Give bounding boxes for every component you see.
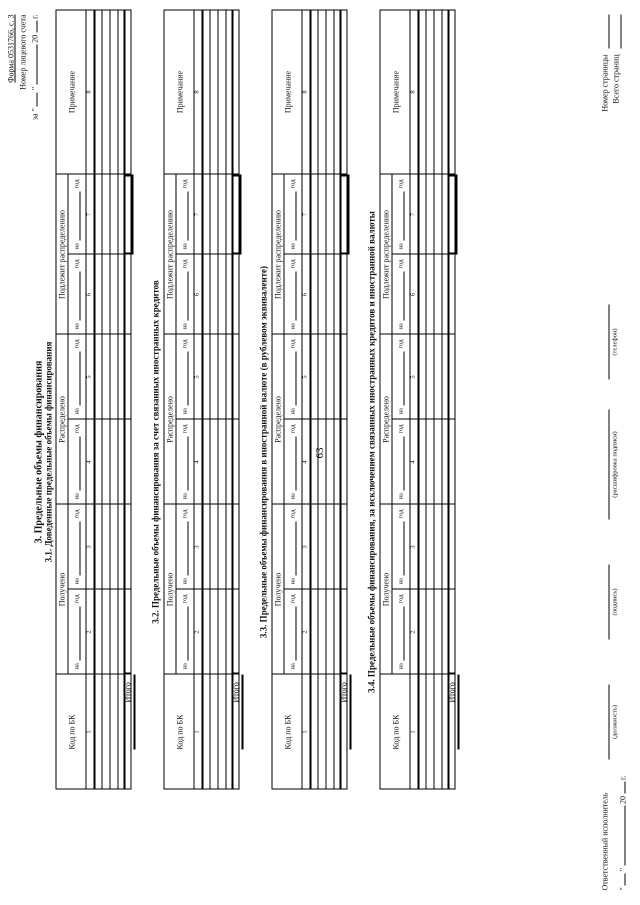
period-year-field[interactable]	[398, 521, 405, 575]
data-cell[interactable]	[211, 336, 218, 419]
executive-label: Ответственный исполнитель	[600, 792, 610, 891]
data-cell[interactable]	[103, 256, 110, 334]
data-cell[interactable]	[219, 11, 226, 174]
data-cell[interactable]	[203, 591, 210, 674]
column-number: 2	[301, 630, 309, 634]
data-cell[interactable]	[319, 336, 326, 419]
page-number: 63	[314, 447, 326, 459]
period-subheader: на год	[397, 259, 405, 330]
account-period: за " " 20 г.	[30, 14, 40, 121]
column-number: 8	[409, 90, 417, 94]
itogo-label: Итого	[123, 682, 133, 703]
data-cell[interactable]	[435, 11, 442, 174]
column-number: 4	[409, 460, 417, 464]
data-cell[interactable]	[211, 591, 218, 674]
data-cell[interactable]	[435, 591, 442, 674]
column-number: 1	[85, 730, 93, 734]
data-cell[interactable]	[111, 176, 118, 254]
period-subheader: на год	[289, 259, 297, 330]
data-cell[interactable]	[327, 506, 334, 589]
data-cell[interactable]	[443, 336, 448, 419]
period-subheader: на год	[289, 509, 297, 585]
data-cell[interactable]	[211, 421, 218, 504]
column-number: 5	[301, 375, 309, 379]
section-title: 3.2. Предельные объемы финансирования за счет связанных иностранных кредитов	[150, 280, 161, 624]
raspredeleno-header: Распределено	[57, 396, 67, 443]
itogo-label: Итого	[447, 682, 457, 703]
period-year-field[interactable]	[182, 351, 189, 405]
column-number: 6	[193, 292, 201, 297]
data-cell[interactable]	[335, 591, 340, 674]
data-cell[interactable]	[111, 421, 118, 504]
period-subheader: на год	[397, 424, 405, 500]
period-year-field[interactable]	[74, 191, 81, 240]
data-cell[interactable]	[335, 11, 340, 174]
data-cell[interactable]	[435, 256, 442, 334]
polucheno-header: Получено	[57, 572, 67, 607]
data-cell[interactable]	[211, 676, 218, 789]
data-cell[interactable]	[443, 506, 448, 589]
data-cell[interactable]	[95, 176, 102, 254]
period-year-field[interactable]	[74, 521, 81, 575]
period-subheader: на год	[73, 424, 81, 500]
data-cell[interactable]	[119, 256, 124, 334]
kod-bk-header: Код по БК	[175, 714, 185, 750]
data-cell[interactable]	[327, 591, 334, 674]
column-number: 2	[85, 630, 93, 634]
form-id: Форма 0531766, с. 3	[6, 14, 16, 83]
primechanie-header: Примечание	[283, 70, 293, 114]
data-cell[interactable]	[419, 591, 426, 674]
period-year-field[interactable]	[290, 521, 297, 575]
period-year-field[interactable]	[290, 271, 297, 320]
column-number: 2	[409, 630, 417, 634]
data-cell[interactable]	[311, 591, 318, 674]
data-cell[interactable]	[327, 421, 334, 504]
data-cell[interactable]	[119, 506, 124, 589]
period-year-field[interactable]	[398, 606, 405, 660]
column-number: 7	[85, 212, 93, 217]
data-cell[interactable]	[119, 336, 124, 419]
period-year-field[interactable]	[182, 606, 189, 660]
data-cell[interactable]	[95, 421, 102, 504]
primechanie-header: Примечание	[175, 70, 185, 114]
data-cell[interactable]	[203, 336, 210, 419]
period-year-field[interactable]	[290, 606, 297, 660]
data-cell[interactable]	[111, 11, 118, 174]
phone-field[interactable]	[609, 305, 610, 380]
data-cell[interactable]	[319, 256, 326, 334]
data-cell[interactable]	[111, 591, 118, 674]
data-cell[interactable]	[435, 176, 442, 254]
data-cell[interactable]	[219, 591, 226, 674]
data-cell[interactable]	[427, 11, 434, 174]
data-cell[interactable]	[227, 676, 232, 789]
data-cell[interactable]	[95, 336, 102, 419]
position-caption: (должность)	[611, 704, 619, 740]
column-number: 1	[301, 730, 309, 734]
period-subheader: на год	[397, 339, 405, 415]
signature-field[interactable]	[609, 565, 610, 640]
podlezhit-header: Подлежит распределению	[381, 210, 391, 299]
kod-bk-header: Код по БК	[391, 714, 401, 750]
period-subheader: на год	[181, 424, 189, 500]
data-cell[interactable]	[427, 676, 434, 789]
itogo-total-cell[interactable]	[124, 175, 134, 255]
column-number: 6	[301, 292, 309, 297]
period-year-field[interactable]	[290, 191, 297, 240]
column-number: 3	[193, 545, 201, 549]
period-year-field[interactable]	[290, 351, 297, 405]
period-subheader: на год	[73, 339, 81, 415]
period-subheader: на год	[181, 259, 189, 330]
data-cell[interactable]	[319, 676, 326, 789]
column-number: 1	[409, 730, 417, 734]
column-number: 8	[301, 90, 309, 94]
column-number: 7	[193, 212, 201, 217]
period-subheader: на год	[289, 424, 297, 500]
data-cell[interactable]	[443, 176, 448, 254]
period-year-field[interactable]	[398, 271, 405, 320]
data-cell[interactable]	[311, 176, 318, 254]
podlezhit-header: Подлежит распределению	[165, 210, 175, 299]
data-cell[interactable]	[219, 256, 226, 334]
data-cell[interactable]	[103, 336, 110, 419]
data-cell[interactable]	[311, 336, 318, 419]
period-subheader: на год	[397, 594, 405, 670]
column-number: 5	[409, 375, 417, 379]
data-cell[interactable]	[443, 11, 448, 174]
data-cell[interactable]	[219, 421, 226, 504]
data-cell[interactable]	[335, 336, 340, 419]
kod-bk-header: Код по БК	[67, 714, 77, 750]
data-cell[interactable]	[419, 11, 426, 174]
section-title: 3.4. Предельные объемы финансирования, за исключением связанных иностранных кредитов и иностранной валюты	[366, 211, 377, 693]
data-cell[interactable]	[227, 421, 232, 504]
data-cell[interactable]	[311, 421, 318, 504]
column-number: 5	[193, 375, 201, 379]
account-number-field[interactable]	[5, 15, 16, 83]
data-cell[interactable]	[111, 256, 118, 334]
data-cell[interactable]	[419, 421, 426, 504]
column-number: 3	[409, 545, 417, 549]
data-cell[interactable]	[327, 676, 334, 789]
data-cell[interactable]	[427, 256, 434, 334]
position-field[interactable]	[609, 685, 610, 760]
data-cell[interactable]	[203, 11, 210, 174]
data-cell[interactable]	[227, 11, 232, 174]
data-cell[interactable]	[103, 11, 110, 174]
data-cell[interactable]	[335, 506, 340, 589]
column-number: 8	[85, 90, 93, 94]
data-cell[interactable]	[119, 591, 124, 674]
signature-caption: (подпись)	[611, 588, 619, 616]
data-cell[interactable]	[211, 11, 218, 174]
column-number: 1	[193, 730, 201, 734]
landscape-page	[1, 0, 640, 905]
data-cell[interactable]	[319, 11, 326, 174]
itogo-label: Итого	[231, 682, 241, 703]
period-subheader: на год	[397, 179, 405, 250]
section-title: 3.3. Предельные объемы финансирования в иностранной валюте (в рублевом эквиваленте)	[258, 265, 269, 639]
data-cell[interactable]	[111, 336, 118, 419]
data-cell[interactable]	[311, 676, 318, 789]
period-subheader: на год	[181, 594, 189, 670]
column-number: 8	[193, 90, 201, 94]
data-cell[interactable]	[119, 176, 124, 254]
data-cell[interactable]	[211, 176, 218, 254]
period-subheader: на год	[73, 594, 81, 670]
data-cell[interactable]	[311, 256, 318, 334]
polucheno-header: Получено	[273, 572, 283, 607]
data-cell[interactable]	[111, 676, 118, 789]
section-title: 3.1. Доведенные предельные объемы финансирования	[43, 341, 54, 563]
data-cell[interactable]	[427, 336, 434, 419]
data-cell[interactable]	[103, 421, 110, 504]
itogo-total-cell[interactable]	[448, 175, 458, 255]
period-year-field[interactable]	[290, 436, 297, 490]
column-number: 3	[301, 545, 309, 549]
period-subheader: на год	[181, 509, 189, 585]
data-cell[interactable]	[319, 421, 326, 504]
period-year-field[interactable]	[182, 521, 189, 575]
data-cell[interactable]	[203, 676, 210, 789]
data-cell[interactable]	[327, 11, 334, 174]
data-cell[interactable]	[95, 11, 102, 174]
date-day-field[interactable]	[625, 873, 626, 885]
data-cell[interactable]	[443, 421, 448, 504]
data-cell[interactable]	[335, 176, 340, 254]
data-cell[interactable]	[319, 506, 326, 589]
data-cell[interactable]	[427, 591, 434, 674]
phone-caption: (телефон)	[611, 328, 619, 356]
account-label: Номер лицевого счета	[18, 14, 28, 90]
data-cell[interactable]	[427, 506, 434, 589]
data-cell[interactable]	[211, 506, 218, 589]
polucheno-header: Получено	[381, 572, 391, 607]
data-cell[interactable]	[95, 676, 102, 789]
data-cell[interactable]	[95, 506, 102, 589]
data-cell[interactable]	[111, 506, 118, 589]
period-subheader: на год	[397, 509, 405, 585]
data-cell[interactable]	[219, 676, 226, 789]
date-month-field[interactable]	[625, 806, 626, 866]
column-number: 7	[301, 212, 309, 217]
polucheno-header: Получено	[165, 572, 175, 607]
data-cell[interactable]	[327, 256, 334, 334]
total-pages-field[interactable]	[609, 15, 622, 49]
period-year-field[interactable]	[74, 436, 81, 490]
column-number: 5	[85, 375, 93, 379]
kod-bk-header: Код по БК	[283, 714, 293, 750]
raspredeleno-header: Распределено	[381, 396, 391, 443]
itogo-total-cell[interactable]	[340, 175, 350, 255]
data-cell[interactable]	[227, 506, 232, 589]
data-cell[interactable]	[103, 676, 110, 789]
data-cell[interactable]	[335, 676, 340, 789]
data-cell[interactable]	[219, 176, 226, 254]
podlezhit-header: Подлежит распределению	[273, 210, 283, 299]
data-cell[interactable]	[95, 256, 102, 334]
data-cell[interactable]	[419, 336, 426, 419]
period-year-field[interactable]	[182, 191, 189, 240]
data-cell[interactable]	[435, 506, 442, 589]
data-cell[interactable]	[443, 256, 448, 334]
column-number: 2	[193, 630, 201, 634]
data-cell[interactable]	[311, 506, 318, 589]
data-cell[interactable]	[203, 506, 210, 589]
period-subheader: на год	[73, 259, 81, 330]
data-cell[interactable]	[427, 176, 434, 254]
column-number: 7	[409, 212, 417, 217]
data-cell[interactable]	[203, 421, 210, 504]
signing-date: " " 20 г.	[618, 775, 628, 891]
period-year-field[interactable]	[74, 351, 81, 405]
data-cell[interactable]	[427, 421, 434, 504]
period-year-field[interactable]	[398, 436, 405, 490]
period-subheader: на год	[73, 179, 81, 250]
column-number: 4	[193, 460, 201, 464]
data-cell[interactable]	[227, 336, 232, 419]
data-cell[interactable]	[419, 506, 426, 589]
itogo-label: Итого	[339, 682, 349, 703]
data-cell[interactable]	[435, 336, 442, 419]
data-cell[interactable]	[419, 676, 426, 789]
date-year-field[interactable]	[625, 782, 626, 794]
data-cell[interactable]	[319, 591, 326, 674]
data-cell[interactable]	[119, 676, 124, 789]
column-number: 6	[85, 292, 93, 297]
raspredeleno-header: Распределено	[273, 396, 283, 443]
podlezhit-header: Подлежит распределению	[57, 210, 67, 299]
data-cell[interactable]	[319, 176, 326, 254]
data-cell[interactable]	[103, 506, 110, 589]
raspredeleno-header: Распределено	[165, 396, 175, 443]
primechanie-header: Примечание	[67, 70, 77, 114]
data-cell[interactable]	[335, 256, 340, 334]
data-cell[interactable]	[227, 591, 232, 674]
data-cell[interactable]	[103, 591, 110, 674]
period-subheader: на год	[73, 509, 81, 585]
data-cell[interactable]	[219, 506, 226, 589]
data-cell[interactable]	[119, 421, 124, 504]
period-year-field[interactable]	[182, 271, 189, 320]
period-subheader: на год	[289, 179, 297, 250]
data-cell[interactable]	[327, 336, 334, 419]
data-cell[interactable]	[327, 176, 334, 254]
page-no-label: Номер страницы	[600, 54, 610, 112]
period-subheader: на год	[181, 339, 189, 415]
data-cell[interactable]	[435, 676, 442, 789]
itogo-total-cell[interactable]	[232, 175, 242, 255]
data-cell[interactable]	[443, 676, 448, 789]
data-cell[interactable]	[311, 11, 318, 174]
decoding-caption: (расшифровка подписи)	[611, 431, 619, 498]
data-cell[interactable]	[211, 256, 218, 334]
period-subheader: на год	[181, 179, 189, 250]
data-cell[interactable]	[443, 591, 448, 674]
column-number: 4	[85, 460, 93, 464]
column-number: 4	[301, 460, 309, 464]
period-subheader: на год	[289, 339, 297, 415]
data-cell[interactable]	[203, 256, 210, 334]
data-cell[interactable]	[95, 591, 102, 674]
column-number: 6	[409, 292, 417, 297]
column-number: 3	[85, 545, 93, 549]
data-cell[interactable]	[119, 11, 124, 174]
data-cell[interactable]	[227, 256, 232, 334]
data-cell[interactable]	[203, 176, 210, 254]
total-pages-label: Всего страниц	[611, 54, 621, 104]
data-cell[interactable]	[219, 336, 226, 419]
period-year-field[interactable]	[74, 606, 81, 660]
decoding-field[interactable]	[609, 410, 610, 520]
data-cell[interactable]	[435, 421, 442, 504]
primechanie-header: Примечание	[391, 70, 401, 114]
period-year-field[interactable]	[398, 191, 405, 240]
period-subheader: на год	[289, 594, 297, 670]
data-cell[interactable]	[335, 421, 340, 504]
period-year-field[interactable]	[182, 436, 189, 490]
data-cell[interactable]	[103, 176, 110, 254]
main-title: 3. Предельные объемы финансирования	[33, 360, 45, 544]
period-year-field[interactable]	[74, 271, 81, 320]
data-cell[interactable]	[227, 176, 232, 254]
period-year-field[interactable]	[398, 351, 405, 405]
data-cell[interactable]	[419, 176, 426, 254]
data-cell[interactable]	[419, 256, 426, 334]
